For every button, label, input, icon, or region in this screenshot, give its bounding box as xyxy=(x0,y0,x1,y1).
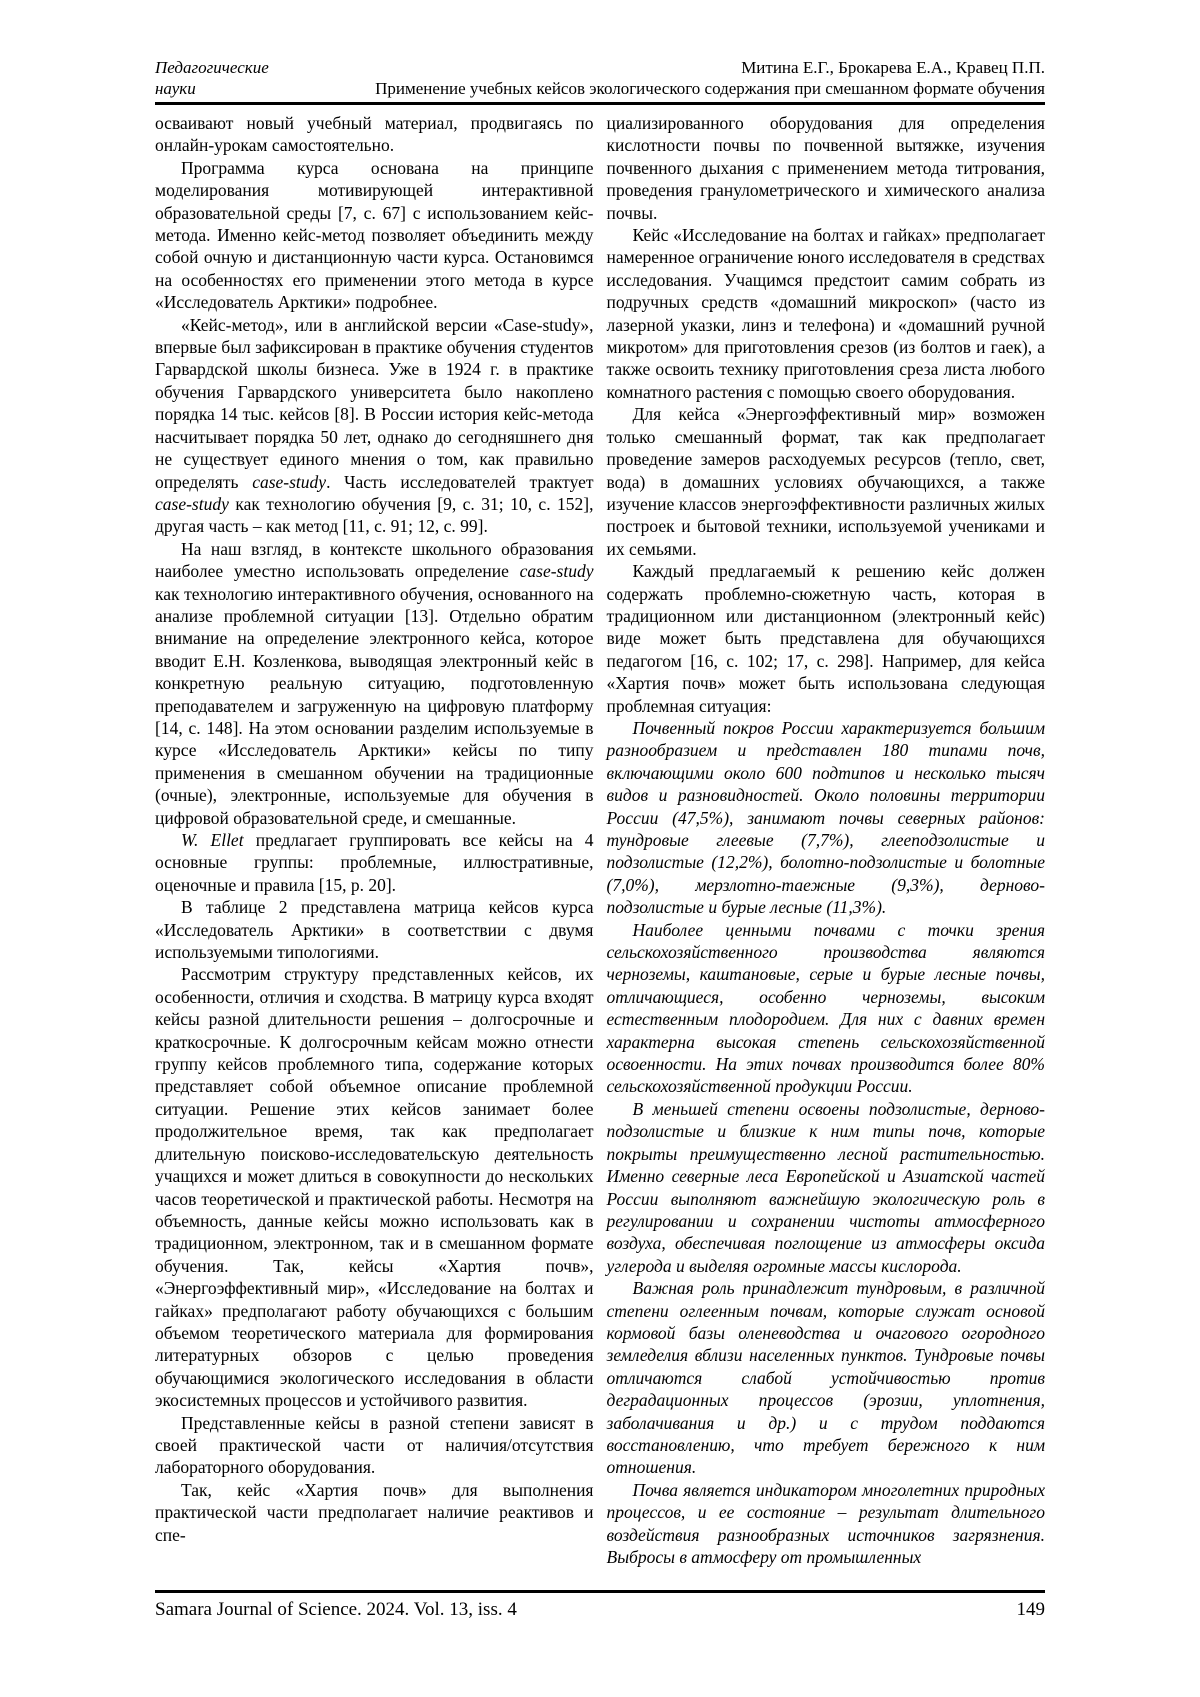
authors: Митина Е.Г., Брокарева Е.А., Кравец П.П. xyxy=(741,58,1045,77)
text-run: как технологию обучения [9, с. 31; 10, с. 152], другая часть – как метод [11, с. 91; 12, с. 99]. xyxy=(155,493,594,537)
italic-text-run: W. Ellet xyxy=(181,830,244,850)
text-run: как технологию интерактивного обучения, основанного на анализе проблемной ситуации [13]. Отдельно обратим внимание на определение электронного кейса, которое вводит Е.Н. Козленкова, выводящая электронный кейс в конкретную реальную ситуацию, подготовленную преподавателем и загруженную на цифровую платформу [14, с. 148]. На этом основании разделим используемые в курсе «Исследователь Арктики» кейсы по типу применения в смешанном обучении на традиционные (очные), электронные, используемые для обучения в цифровой образовательной среде, и смешанные. xyxy=(155,583,594,828)
paragraph xyxy=(607,1098,1046,1277)
text-run: Кейс «Исследование на болтах и гайках» предполагает намеренное ограничение юного исследователя в средствах исследования. Учащимся предстоит самим собрать из подручных средств «домашний микроскоп» (часто из лазерной указки, линз и телефона) и «домашний ручной микротом» для приготовления срезов (из болтов и гаек), а также освоить технику приготовления среза листа любого комнатного растения с помощью своего оборудования. xyxy=(606,225,1045,402)
paragraph xyxy=(155,963,594,1411)
text-run: Каждый предлагаемый к решению кейс должен содержать проблемно-сюжетную часть, которая в традиционном или дистанционном (электронный кейс) виде может быть представлена для обучающихся педагогом [16, с. 102; 17, с. 298]. Например, для кейса «Хартия почв» может быть использована следующая проблемная ситуация: xyxy=(606,561,1045,716)
text-run: Рассмотрим структуру представленных кейсов, их особенности, отличия и сходства. В матрицу курса входят кейсы разной длительности решения – долгосрочные и краткосрочные. К долгосрочным кейсам можно отнести группу кейсов проблемного типа, содержание которых представляет собой объемное описание проблемной ситуации. Решение этих кейсов занимает более продолжительное время, так как предполагает длительную поисково-исследовательскую деятельность учащихся и может длиться в совокупности до нескольких часов теоретической и практической работы. Несмотря на объемность, данные кейсы можно использовать как в традиционном, электронном, так и в смешанном формате обучения. Так, кейсы «Хартия почв», «Энергоэффективный мир», «Исследование на болтах и гайках» предполагают работу обучающихся с большим объемом теоретического материала для формирования литературных обзоров с целью проведения обучающимися экологического исследования в области экосистемных процессов и устойчивого развития. xyxy=(155,964,594,1411)
text-run: . Часть исследователей трактует xyxy=(326,471,594,492)
page-footer xyxy=(155,1590,1045,1622)
text-run: В таблице 2 представлена матрица кейсов курса «Исследователь Арктики» в соответствии с двумя используемыми типологиями. xyxy=(155,897,594,963)
text-run: Для кейса «Энергоэффективный мир» возможен только смешанный формат, так как предполагает проведение замеров расходуемых ресурсов (тепло, свет, вода) в домашних условиях обучающихся, а также изучение классов энергоэффективности различных жилых построек и бытовой техники, используемой учениками и их семьями. xyxy=(606,404,1045,559)
section-line2: науки xyxy=(155,79,196,98)
paragraph xyxy=(155,157,594,314)
text-run: Программа курса основана на принципе моделирования мотивирующей интерактивной образовательной среды [7, с. 67] с использованием кейс-метода. Именно кейс-метод позволяет объединить между собой очную и дистанционную части курса. Остановимся на особенностях его применении этого метода в курсе «Исследователь Арктики» подробнее. xyxy=(155,157,594,313)
running-head xyxy=(269,57,1045,99)
italic-text-run: Почва является индикатором многолетних природных процессов, и ее состояние – результат длительного воздействия разнообразных источников загрязнения. Выбросы в атмосферу от промышленных xyxy=(606,1479,1045,1567)
text-run: «Кейс-метод», или в английской версии «Case-study», впервые был зафиксирован в практике обучения студентов Гарвардской школы бизнеса. Уже в 1924 г. в практике обучения Гарвардского университета было накоплено порядка 14 тыс. кейсов [8]. В России история кейс-метода насчитывает порядка 50 лет, однако до сегодняшнего дня не существует единого мнения о том, как правильно определять xyxy=(155,314,594,492)
page-header xyxy=(155,57,1045,99)
paragraph xyxy=(607,1277,1046,1479)
right-column xyxy=(607,112,1046,1590)
text-run: Так, кейс «Хартия почв» для выполнения практической части предполагает наличие реактивов и спе- xyxy=(155,1479,594,1545)
section-label xyxy=(155,57,269,99)
italic-text-run: Наиболее ценными почвами с точки зрения сельскохозяйственного производства являются черноземы, каштановые, серые и бурые лесные почвы, отличающиеся, особенно черноземы, высоким естественным плодородием. Для них с давних времен характерна высокая степень сельскохозяйственной освоенности. На этих почвах производится более 80% сельскохозяйственной продукции России. xyxy=(606,919,1045,1097)
text-run: Представленные кейсы в разной степени зависят в своей практической части от наличия/отсутствия лабораторного оборудования. xyxy=(155,1412,594,1478)
italic-text-run: Почвенный покров России характеризуется большим разнообразием и представлен 180 типами почв, включающими около 600 подтипов и несколько тысяч видов и разновидностей. Около половины территории России (47,5%), занимают почвы северных районов: тундровые глеевые (7,7%), глееподзолистые и подзолистые (12,2%), болотно-подзолистые и болотные (7,0%), мерзлотно-таежные (9,3%), дерново-подзолистые и бурые лесные (11,3%). xyxy=(606,717,1045,918)
page-number: 149 xyxy=(1016,1599,1045,1620)
section-line1: Педагогические xyxy=(155,58,269,77)
paragraph xyxy=(607,1479,1046,1569)
italic-text-run: case-study xyxy=(519,561,594,582)
paragraph xyxy=(607,919,1046,1098)
italic-text-run: case-study xyxy=(252,471,327,492)
text-run: предлагает группировать все кейсы на 4 основные группы: проблемные, иллюстративные, оценочные и правила [15, p. 20]. xyxy=(155,830,594,895)
paragraph xyxy=(155,314,594,538)
text-run: циализированного оборудования для определения кислотности почвы по почвенной вытяжке, изучения почвенного дыхания с применением метода титрования, проведения гранулометрического и химического анализа почвы. xyxy=(606,113,1045,223)
article-body xyxy=(155,105,1045,1590)
paragraph xyxy=(155,112,594,157)
italic-text-run: В меньшей степени освоены подзолистые, дерново-подзолистые и близкие к ним типы почв, которые покрыты преимущественно лесной растительностью. Именно северные леса Европейской и Азиатской частей России выполняют важнейшую экологическую роль в регулировании и сохранении чистоты атмосферного воздуха, обеспечивая поглощение из атмосферы оксида углерода и выделяя огромные массы кислорода. xyxy=(606,1098,1045,1276)
paragraph xyxy=(607,717,1046,919)
running-title: Применение учебных кейсов экологического содержания при смешанном формате обучения xyxy=(375,79,1045,98)
paragraph xyxy=(607,403,1046,560)
paragraph xyxy=(155,829,594,896)
text-run: На наш взгляд, в контексте школьного образования наиболее уместно использовать определение xyxy=(155,538,594,582)
journal-page xyxy=(155,57,1045,1622)
paragraph xyxy=(155,1479,594,1546)
italic-text-run: Важная роль принадлежит тундровым, в различной степени оглеенным почвам, которые служат основой кормовой базы оленеводства и очагового огородного земледелия вблизи населенных пунктов. Тундровые почвы отличаются слабой устойчивостью против деградационных процессов (эрозии, уплотнения, заболачивания и др.) и с трудом поддаются восстановлению, что требует бережного к ним отношения. xyxy=(606,1278,1045,1478)
paragraph xyxy=(607,112,1046,224)
left-column xyxy=(155,112,594,1590)
journal-citation: Samara Journal of Science. 2024. Vol. 13, iss. 4 xyxy=(155,1599,517,1620)
paragraph xyxy=(607,224,1046,403)
paragraph xyxy=(155,896,594,963)
text-run: осваивают новый учебный материал, продвигаясь по онлайн-урокам самостоятельно. xyxy=(155,113,594,156)
paragraph xyxy=(155,1412,594,1479)
paragraph xyxy=(155,538,594,829)
paragraph xyxy=(607,560,1046,717)
italic-text-run: case-study xyxy=(155,493,229,514)
